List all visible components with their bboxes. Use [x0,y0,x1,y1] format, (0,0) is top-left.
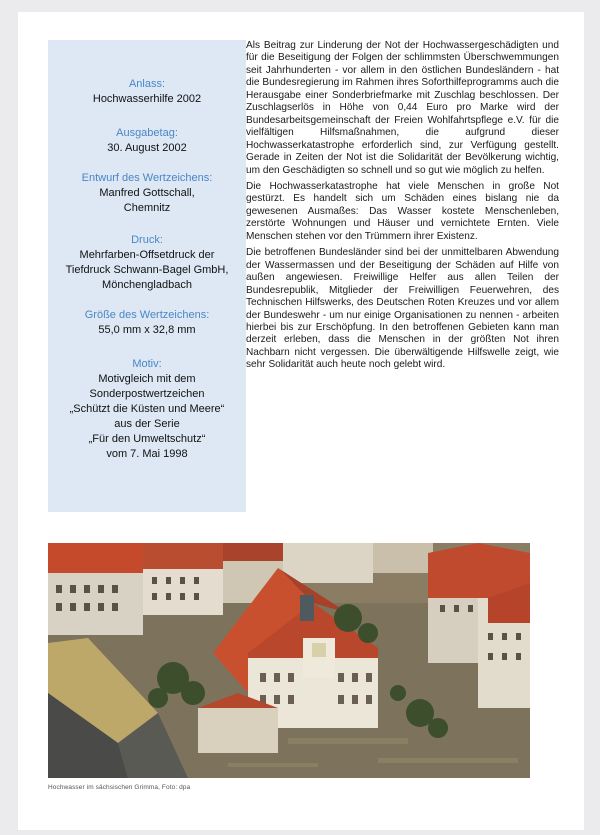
photo-caption: Hochwasser im sächsischen Grimma, Foto: dpa [48,784,191,791]
info-label: Anlass: [128,78,166,90]
info-line: Tiefdruck Schwann-Bagel GmbH, [65,264,229,276]
body-paragraph: Die betroffenen Bundesländer sind bei der unmittelbaren Abwendung der Wassermassen und der Beseitigung der Schäden auf Hilfe von außen angewiesen. Freiwillige Helfer aus allen Teilen der Bundesrepublik, Mitglieder der Freiwilligen Feuerwehren, des Technischen Hilfswerks, des Deutschen Roten Kreuzes und vor allem der Bundeswehr - um nur einige Organisationen zu nennen - arbeiten hierbei bis zur Erschöpfung. In den betroffenen Gebieten kann man derzeit erleben, dass die Menschen in der größten Not ihren Nachbarn nicht vergessen. Die überwältigende Hilfswelle zeigt, wie sehr Solidarität auch heute noch gelebt wird. [246,247,559,371]
info-section-motif [48,357,246,462]
info-line: aus der Serie [114,418,180,430]
info-line: vom 7. Mai 1998 [106,448,188,460]
info-line: 30. August 2002 [107,142,187,154]
body-paragraph: Die Hochwasserkatastrophe hat viele Menschen in große Not gestürzt. Es handelt sich um Schäden eines bislang nie da gewesenen Ausmaßes: Das Wasser kostete Menschenleben, zerstörte Wohnungen und Häuser und vernichtete Ernten. Viele Menschen stehen vor den Trümmern ihrer Existenz. [246,180,559,242]
info-section-design [48,171,246,216]
info-line: „Für den Umweltschutz“ [88,433,206,445]
info-line: Mönchengladbach [102,279,192,291]
stamp-info-sidebar [48,40,246,512]
info-label: Entwurf des Wertzeichens: [81,172,213,184]
info-line: „Schützt die Küsten und Meere“ [69,403,225,415]
document-page [18,12,584,830]
info-label: Motiv: [132,358,162,370]
info-section-print [48,233,246,293]
info-line: 55,0 mm x 32,8 mm [98,324,196,336]
article-body [246,40,559,376]
info-line: Hochwasserhilfe 2002 [92,93,202,105]
info-line: Mehrfarben-Offsetdruck der [79,249,215,261]
flood-photo [48,543,530,778]
info-label: Ausgabetag: [116,127,178,139]
info-line: Manfred Gottschall, [99,187,195,199]
flood-photo-illustration [48,543,530,778]
info-line: Motivgleich mit dem [98,373,196,385]
body-paragraph: Als Beitrag zur Linderung der Not der Hochwassergeschädigten und für die Beseitigung der Folgen der schlimmsten Überschwemmungen seit Jahrhunderten - vor allem in den östlichen Bundesländern - hat die Bundesregierung im Rahmen ihres Soforthilfeprogramms auch die Herausgabe einer Sonderbriefmarke mit Zuschlag beschlossen. Der Zuschlagserlös in Höhe von 0,44 Euro pro Marke wird der Bundesarbeitsgemeinschaft der Freien Wohlfahrtspflege e.V. für die vielfältigen Hilfsmaßnahmen, die aufgrund dieser Hochwasserkatastrophe erforderlich sind, zur Verfügung gestellt. Gerade in Zeiten der Not ist die Solidarität der Bevölkerung wichtig, um den Geschädigten so schnell und so gut wie möglich zu helfen. [246,40,559,176]
info-label: Druck: [131,234,163,246]
info-label: Größe des Wertzeichens: [84,309,210,321]
info-section-size [48,308,246,338]
info-line: Sonderpostwertzeichen [89,388,205,400]
info-line: Chemnitz [123,202,171,214]
info-section-occasion [48,77,246,107]
info-section-issue-date [48,126,246,156]
